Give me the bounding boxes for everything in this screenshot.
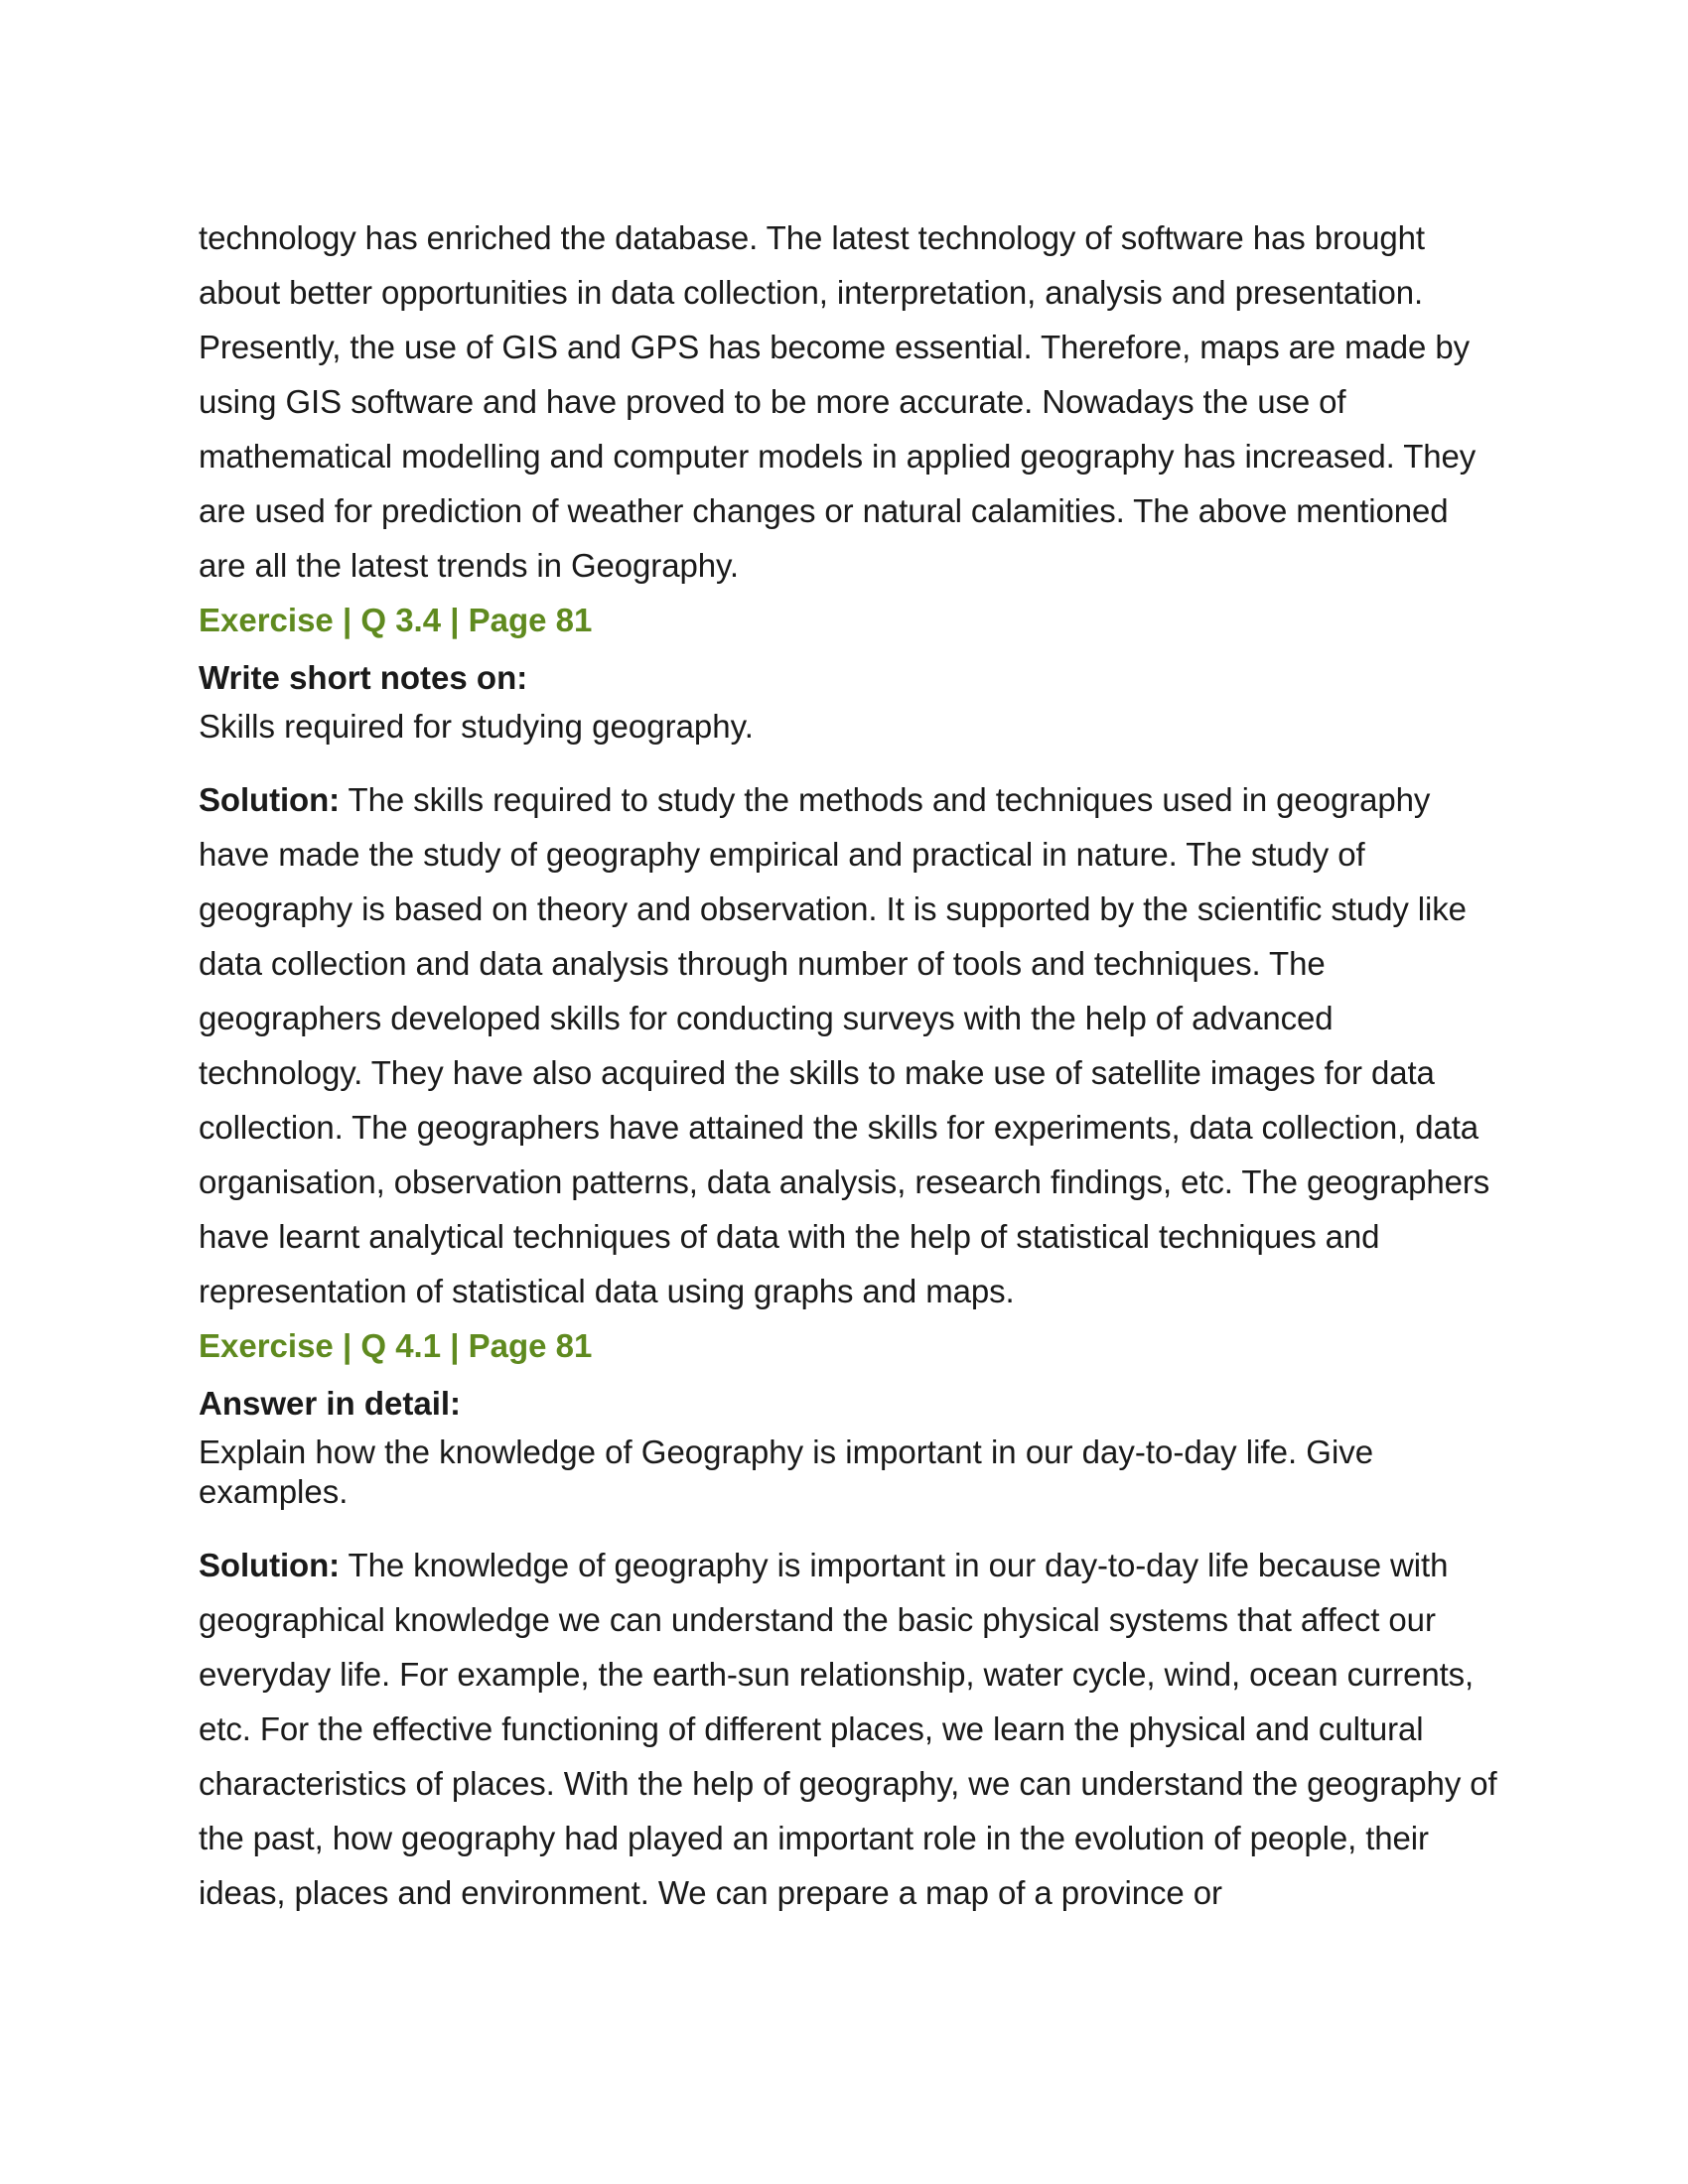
section-q4-1 <box>199 1318 1499 1920</box>
intro-paragraph: technology has enriched the database. The latest technology of software has brought about better opportunities in data collection, interpretation, analysis and presentation. Presently, the use of GIS and GPS has become essential. Therefore, maps are made by using GIS software and have proved to be more accurate. Nowadays the use of mathematical modelling and computer models in applied geography has increased. They are used for prediction of weather changes or natural calamities. The above mentioned are all the latest trends in Geography. <box>199 219 1477 584</box>
solution-label: Solution: <box>199 781 341 818</box>
document-page <box>199 210 1499 1920</box>
section-q3-4 <box>199 593 1499 1318</box>
question-text: Explain how the knowledge of Geography is important in our day-to-day life. Give examples. <box>199 1433 1374 1510</box>
solution-text: The knowledge of geography is important in our day-to-day life because with geographical knowledge we can understand the basic physical systems that affect our everyday life. For example, the earth-sun relationship, water cycle, wind, ocean currents, etc. For the effective functioning of different places, we learn the physical and cultural characteristics of places. With the help of geography, we can understand the geography of the past, how geography had played an important role in the evolution of people, their ideas, places and environment. We can prepare a map of a province or <box>199 1547 1497 1911</box>
solution-paragraph <box>199 772 1499 1318</box>
section-instruction: Write short notes on: <box>199 659 528 696</box>
question-text: Skills required for studying geography. <box>199 708 754 745</box>
solution-text: The skills required to study the methods and techniques used in geography have made the study of geography empirical and practical in nature. The study of geography is based on theory and observation. It is supported by the scientific study like data collection and data analysis through number of tools and techniques. The geographers developed skills for conducting surveys with the help of advanced technology. They have also acquired the skills to make use of satellite images for data collection. The geographers have attained the skills for experiments, data collection, data organisation, observation patterns, data analysis, research findings, etc. The geographers have learnt analytical techniques of data with the help of statistical techniques and representation of statistical data using graphs and maps. <box>199 781 1490 1309</box>
section-heading: Exercise | Q 4.1 | Page 81 <box>199 1327 593 1364</box>
section-instruction: Answer in detail: <box>199 1385 462 1422</box>
section-heading: Exercise | Q 3.4 | Page 81 <box>199 602 593 638</box>
solution-label: Solution: <box>199 1547 341 1583</box>
solution-paragraph <box>199 1538 1499 1920</box>
